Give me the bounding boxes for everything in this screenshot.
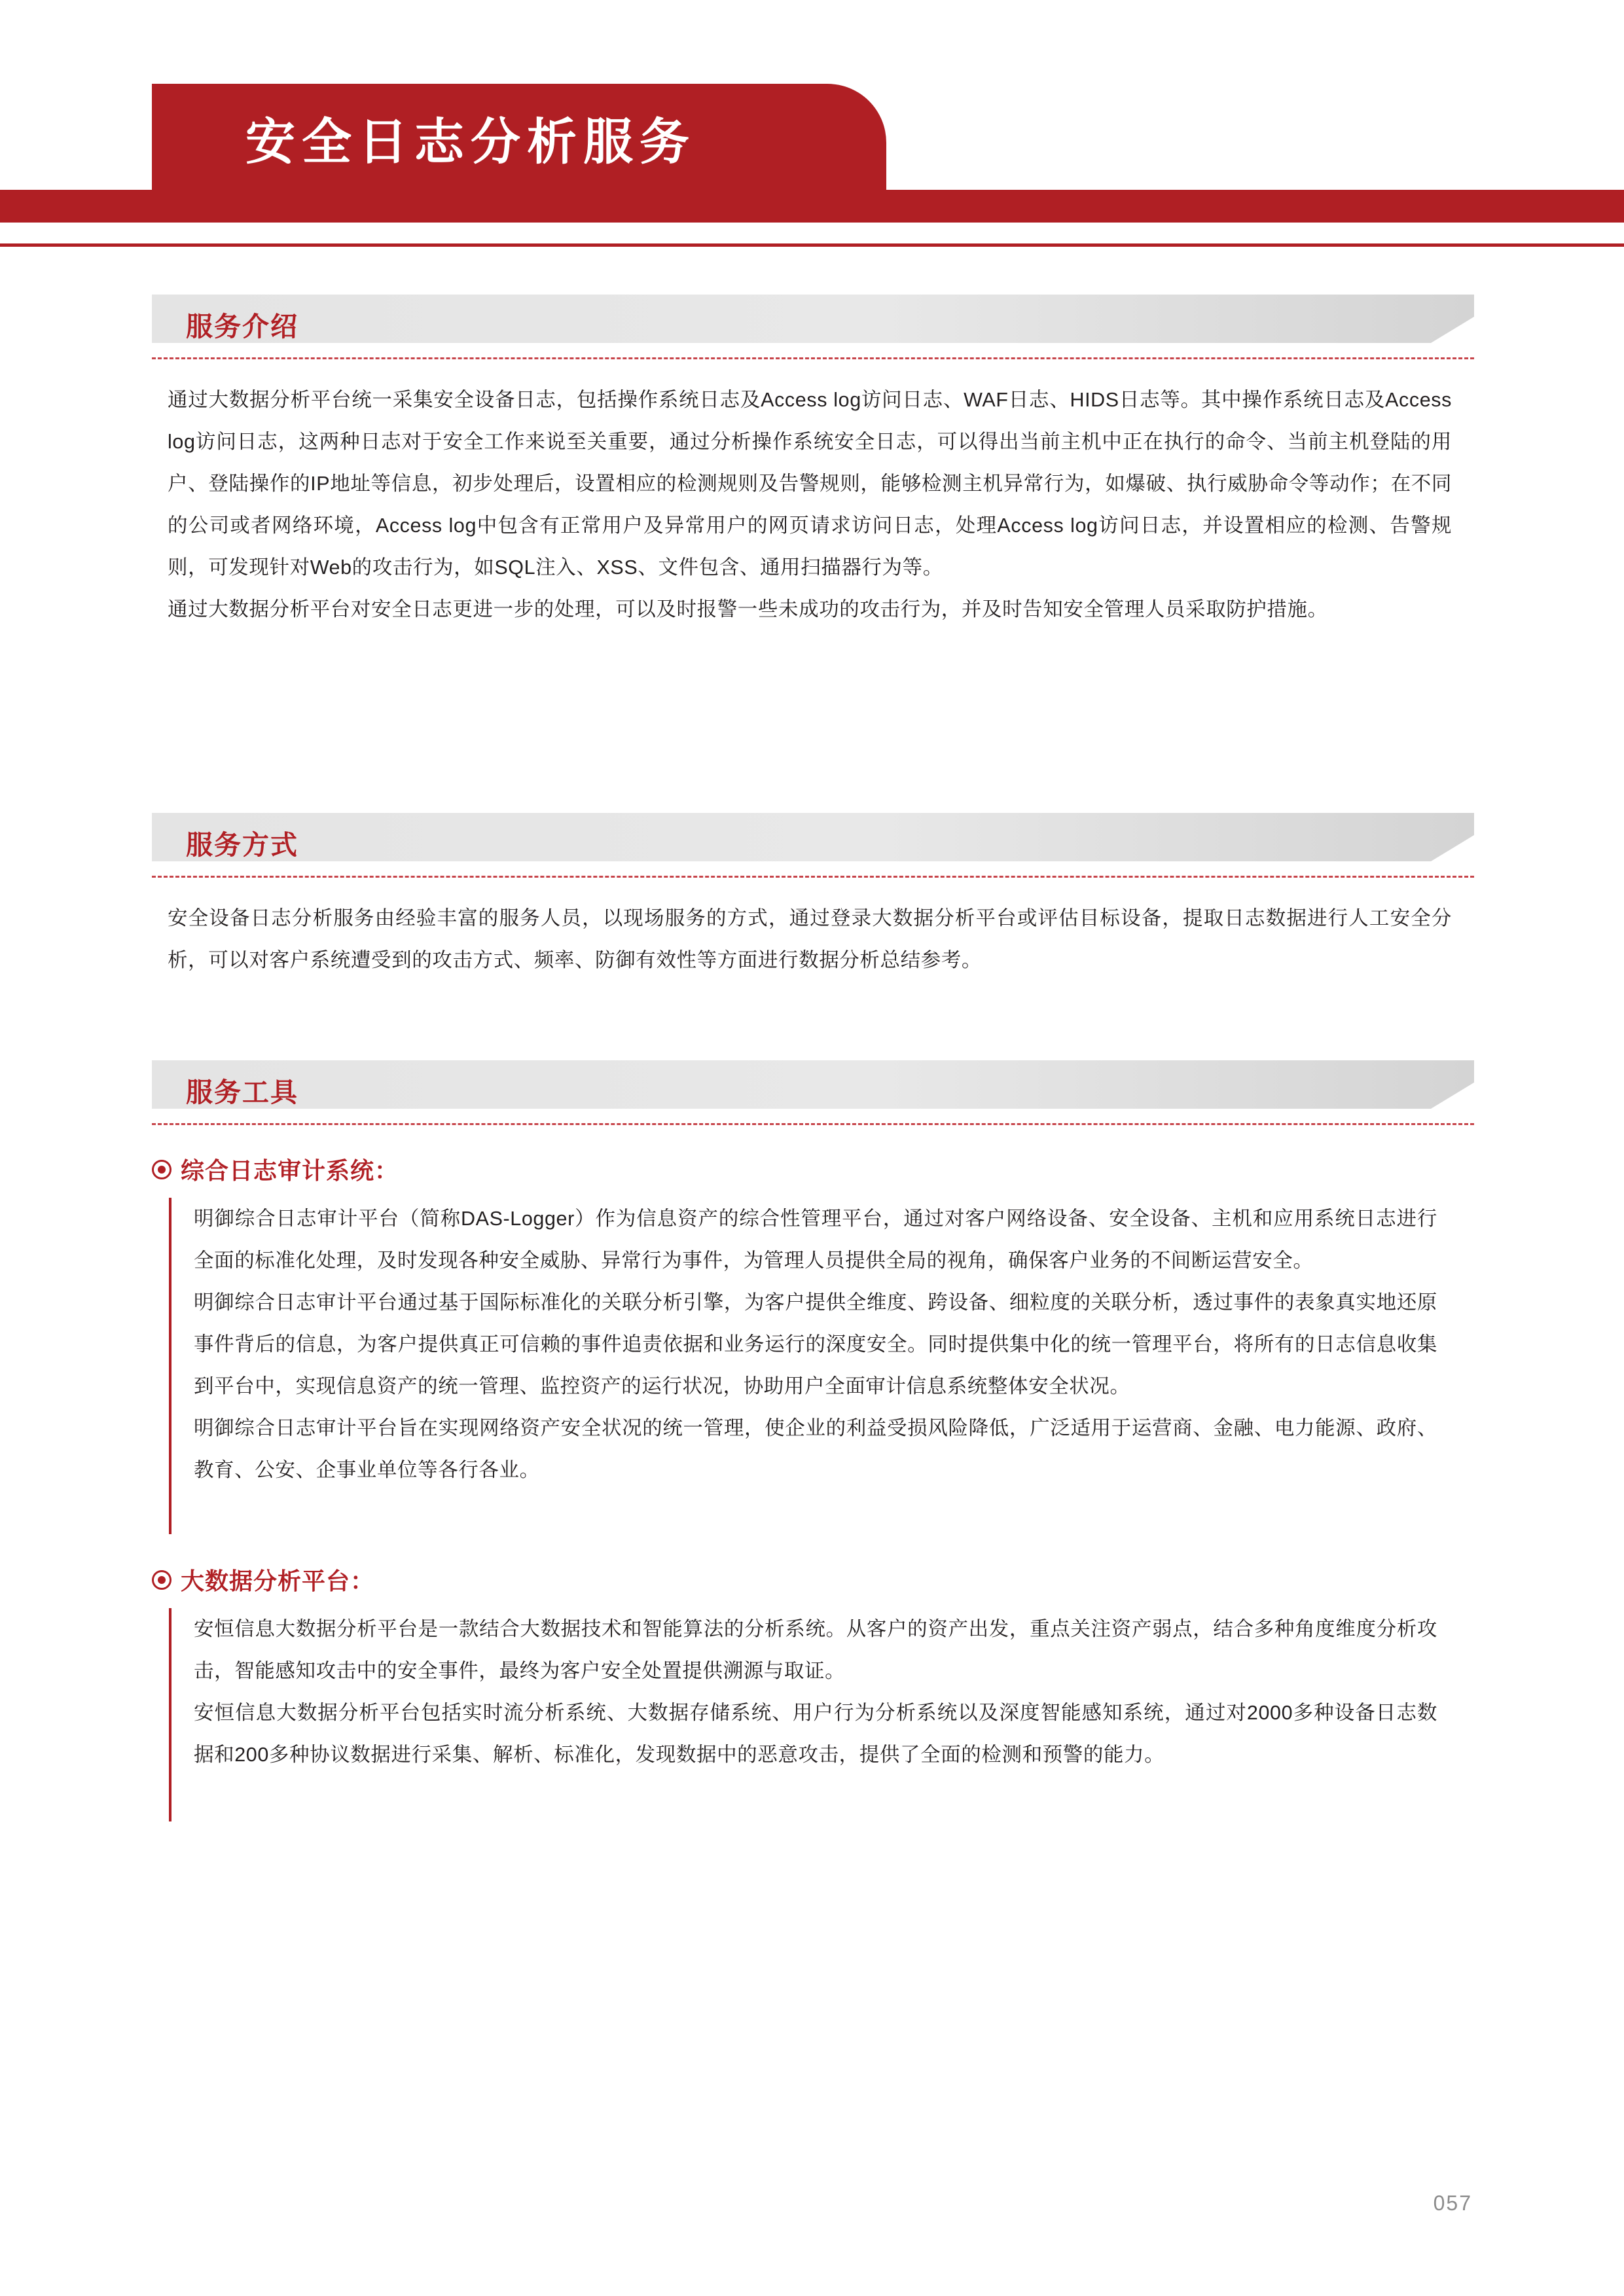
- paragraph: 明御综合日志审计平台旨在实现网络资产安全状况的统一管理，使企业的利益受损风险降低，广泛适用于运营商、金融、电力能源、政府、教育、公安、企事业单位等各行各业。: [194, 1417, 1437, 1481]
- tool-item: [152, 1563, 1474, 1821]
- paragraph: 通过大数据分析平台对安全日志更进一步的处理，可以及时报警一些未成功的攻击行为，并及时告知安全管理人员采取防护措施。: [168, 598, 1328, 620]
- section-heading-label: 服务方式: [186, 830, 298, 860]
- tool-title-row: [152, 1153, 1474, 1186]
- page-title: 安全日志分析服务: [245, 115, 696, 170]
- paragraph: 安恒信息大数据分析平台包括实时流分析系统、大数据存储系统、用户行为分析系统以及深度智能感知系统，通过对2000多种设备日志数据和200多种协议数据进行采集、解析、标准化，发现数据中的恶意攻击，提供了全面的检测和预警的能力。: [194, 1702, 1437, 1766]
- tool-title: 综合日志审计系统：: [181, 1157, 399, 1184]
- section-service-method: [152, 813, 1474, 981]
- section-heading-bar: [152, 295, 1474, 343]
- tool-item: [152, 1153, 1474, 1534]
- target-ring-icon: [152, 1570, 171, 1590]
- tool-body: [169, 1608, 1451, 1821]
- target-ring-icon: [152, 1160, 171, 1179]
- heading-bar-shape: [152, 1060, 1474, 1109]
- section-service-intro: [152, 295, 1474, 630]
- header-underline: [0, 243, 1624, 247]
- page-number: 057: [1433, 2191, 1472, 2215]
- section-heading-label: 服务工具: [186, 1077, 298, 1107]
- paragraph: 明御综合日志审计平台通过基于国际标准化的关联分析引擎，为客户提供全维度、跨设备、细粒度的关联分析，透过事件的表象真实地还原事件背后的信息，为客户提供真正可信赖的事件追责依据和业务运行的深度安全。同时提供集中化的统一管理平台，将所有的日志信息收集到平台中，实现信息资产的统一管理、监控资产的运行状况，协助用户全面审计信息系统整体安全状况。: [194, 1291, 1437, 1397]
- paragraph: 通过大数据分析平台统一采集安全设备日志，包括操作系统日志及Access log访问日志、WAF日志、HIDS日志等。其中操作系统日志及Access log访问日志，这两种日志对于安全工作来说至关重要，通过分析操作系统安全日志，可以得出当前主机中正在执行的命令、当前主机登陆的用户、登陆操作的IP地址等信息，初步处理后，设置相应的检测规则及告警规则，能够检测主机异常行为，如爆破、执行威胁命令等动作；在不同的公司或者网络环境，Access log中包含有正常用户及异常用户的网页请求访问日志，处理Access log访问日志，并设置相应的检测、告警规则，可发现针对Web的攻击行为，如SQL注入、XSS、文件包含、通用扫描器行为等。: [168, 389, 1452, 579]
- section-heading-label: 服务介绍: [186, 312, 298, 342]
- section-service-tools: [152, 1060, 1474, 1821]
- heading-bar-shape: [152, 813, 1474, 861]
- paragraph: 安恒信息大数据分析平台是一款结合大数据技术和智能算法的分析系统。从客户的资产出发，重点关注资产弱点，结合多种角度维度分析攻击，智能感知攻击中的安全事件，最终为客户安全处置提供溯源与取证。: [194, 1618, 1437, 1682]
- heading-bar-shape: [152, 295, 1474, 343]
- paragraph: 明御综合日志审计平台（简称DAS-Logger）作为信息资产的综合性管理平台，通过对客户网络设备、安全设备、主机和应用系统日志进行全面的标准化处理，及时发现各种安全威胁、异常行为事件，为管理人员提供全局的视角，确保客户业务的不间断运营安全。: [194, 1208, 1437, 1272]
- tool-title: 大数据分析平台：: [181, 1568, 375, 1594]
- tool-title-row: [152, 1563, 1474, 1596]
- section-heading-bar: [152, 1060, 1474, 1109]
- section-heading-bar: [152, 813, 1474, 861]
- tool-body: [169, 1198, 1451, 1534]
- paragraph: 安全设备日志分析服务由经验丰富的服务人员，以现场服务的方式，通过登录大数据分析平台或评估目标设备，提取日志数据进行人工安全分析，可以对客户系统遭受到的攻击方式、频率、防御有效性等方面进行数据分析总结参考。: [168, 907, 1452, 971]
